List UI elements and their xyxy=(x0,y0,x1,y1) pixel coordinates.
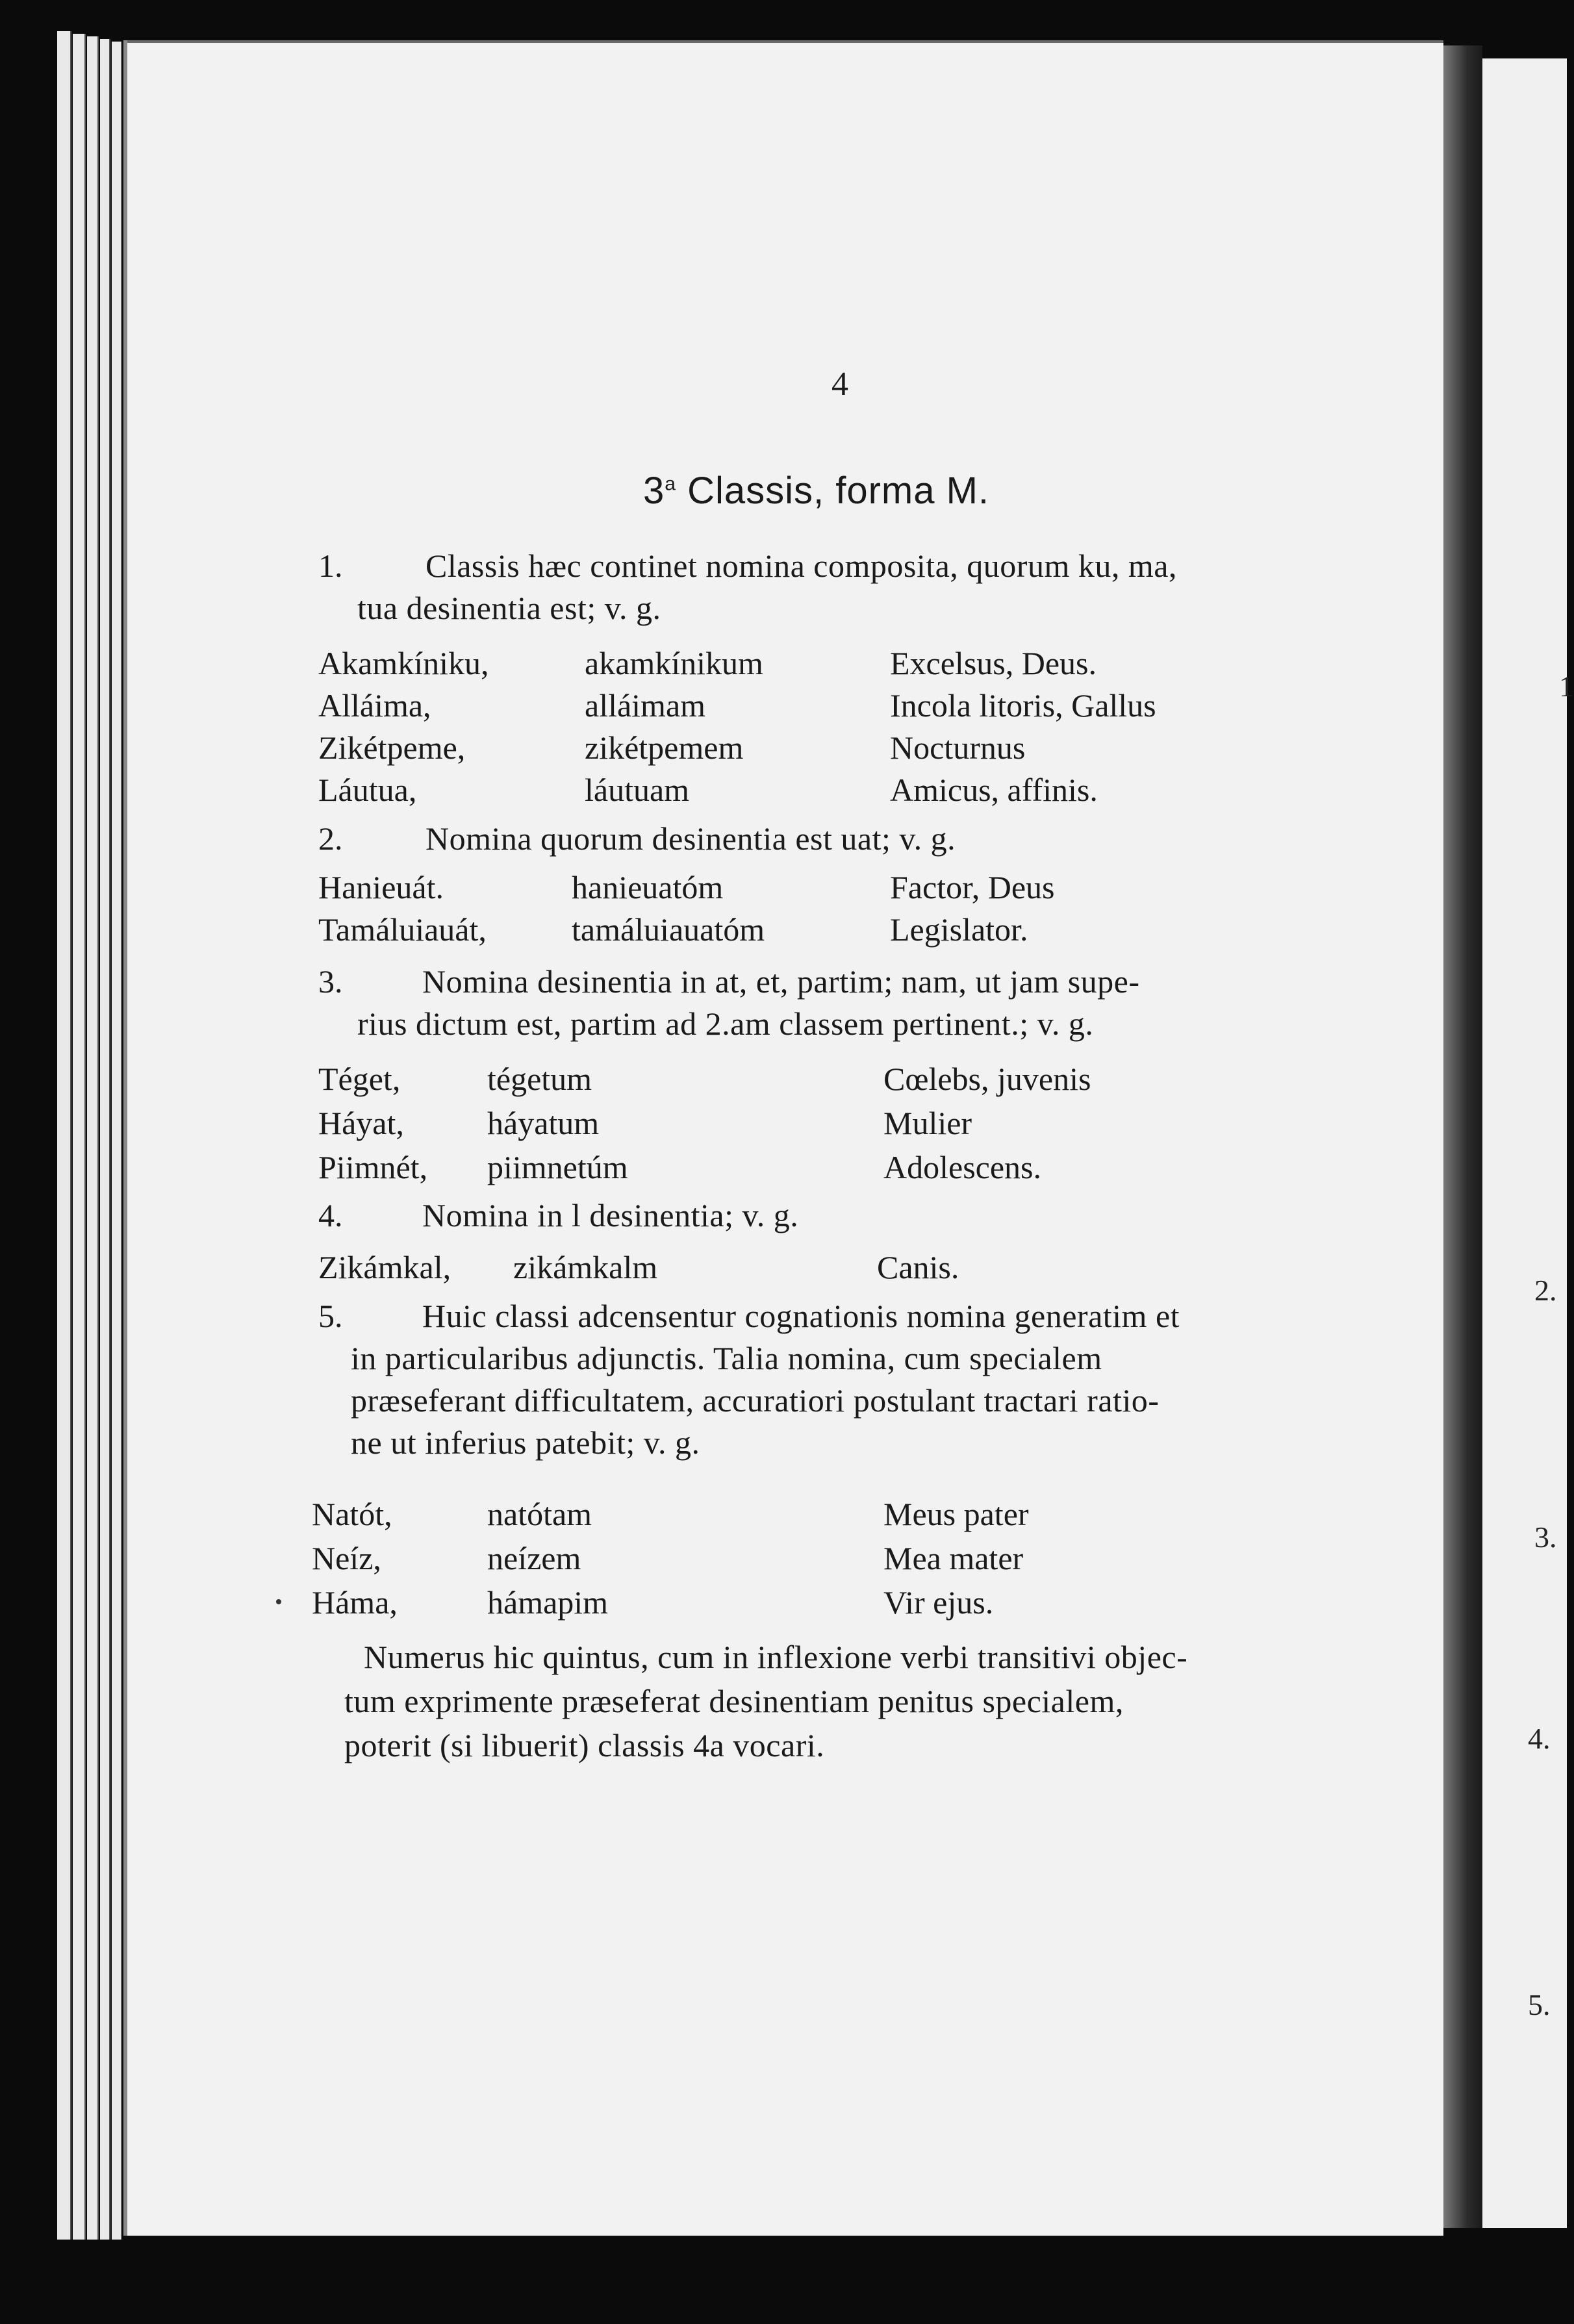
text-line: præseferant difficultatem, accuratiori postulant tractari ratio- xyxy=(351,1382,1160,1419)
text-line: Huic classi adcensentur cognationis nomina generatim et xyxy=(422,1298,1180,1334)
example-nominative: Tamáluiauát, xyxy=(318,911,487,948)
example-form: hanieuatóm xyxy=(572,869,724,905)
example-nominative: Akamkíniku, xyxy=(318,645,489,681)
item-number: 1. xyxy=(318,548,343,584)
closing-line: poterit (si libuerit) classis 4a vocari. xyxy=(344,1727,825,1763)
item-number: 3. xyxy=(318,963,343,1000)
facing-page-fragment: 3. xyxy=(1534,1521,1557,1554)
example-form: hámapim xyxy=(487,1584,609,1621)
example-form: tégetum xyxy=(487,1061,592,1097)
example-form: akamkínikum xyxy=(585,645,763,681)
example-gloss: Adolescens. xyxy=(883,1149,1041,1185)
heading-sup: a xyxy=(665,473,676,495)
example-form: neízem xyxy=(487,1540,581,1576)
text-line: in particularibus adjunctis. Talia nomina, cum specialem xyxy=(351,1340,1102,1376)
item-number: 2. xyxy=(318,820,343,857)
example-nominative: Piimnét, xyxy=(318,1149,428,1185)
example-nominative: Hanieuát. xyxy=(318,869,444,905)
page-number: 4 xyxy=(831,366,848,403)
example-gloss: Mea mater xyxy=(883,1540,1024,1576)
text-line: Nomina desinentia in at, et, partim; nam, ut jam supe- xyxy=(422,963,1140,1000)
example-nominative: Zikétpeme, xyxy=(318,729,466,766)
example-gloss: Excelsus, Deus. xyxy=(890,645,1097,681)
example-nominative: Natót, xyxy=(312,1496,392,1532)
facing-page-edge xyxy=(1482,58,1574,2228)
example-gloss: Meus pater xyxy=(883,1496,1029,1532)
heading-text: Classis, forma M. xyxy=(687,470,990,512)
page-content xyxy=(123,40,1443,2236)
example-form: zikámkalm xyxy=(513,1249,658,1285)
speck-mark xyxy=(276,1599,281,1604)
page-edge xyxy=(87,36,99,2240)
page-edge xyxy=(73,34,86,2240)
section-heading xyxy=(643,469,989,512)
text-line: rius dictum est, partim ad 2.am classem pertinent.; v. g. xyxy=(357,1005,1094,1042)
book-page xyxy=(123,40,1443,2236)
closing-line: tum exprimente præseferat desinentiam penitus specialem, xyxy=(344,1683,1124,1719)
text-line: Nomina quorum desinentia est uat; v. g. xyxy=(425,820,956,857)
example-form: háyatum xyxy=(487,1105,600,1141)
example-form: piimnetúm xyxy=(487,1149,628,1185)
facing-page-fragment: 2. xyxy=(1534,1274,1557,1307)
example-nominative: Háma, xyxy=(312,1584,398,1621)
facing-page-fragment: 5. xyxy=(1528,1988,1551,2021)
example-gloss: Nocturnus xyxy=(890,729,1026,766)
page-edge xyxy=(112,42,122,2240)
example-nominative: Háyat, xyxy=(318,1105,404,1141)
example-gloss: Cœlebs, juvenis xyxy=(883,1061,1091,1097)
example-gloss: Vir ejus. xyxy=(883,1584,994,1621)
example-gloss: Mulier xyxy=(883,1105,972,1141)
example-nominative: Láutua, xyxy=(318,772,417,808)
text-line: ne ut inferius patebit; v. g. xyxy=(351,1424,700,1461)
closing-line: Numerus hic quintus, cum in inflexione verbi transitivi objec- xyxy=(364,1639,1188,1675)
facing-page-fragment: 4. xyxy=(1528,1722,1551,1755)
page-edge xyxy=(57,31,71,2240)
book-gutter xyxy=(1443,45,1482,2228)
example-gloss: Legislator. xyxy=(890,911,1028,948)
example-form: láutuam xyxy=(585,772,690,808)
example-nominative: Téget, xyxy=(318,1061,401,1097)
example-gloss: Factor, Deus xyxy=(890,869,1055,905)
example-form: zikétpemem xyxy=(585,729,744,766)
example-nominative: Zikámkal, xyxy=(318,1249,451,1285)
example-form: alláimam xyxy=(585,687,706,724)
example-gloss: Incola litoris, Gallus xyxy=(890,687,1156,724)
example-nominative: Alláima, xyxy=(318,687,431,724)
heading-ordinal: 3 xyxy=(643,470,665,512)
text-line: Classis hæc continet nomina composita, quorum ku, ma, xyxy=(425,548,1177,584)
text-line: tua desinentia est; v. g. xyxy=(357,590,661,626)
example-form: natótam xyxy=(487,1496,592,1532)
example-gloss: Amicus, affinis. xyxy=(890,772,1098,808)
example-form: tamáluiauatóm xyxy=(572,911,765,948)
example-nominative: Neíz, xyxy=(312,1540,381,1576)
page-edge xyxy=(100,39,110,2240)
item-number: 4. xyxy=(318,1197,343,1233)
item-number: 5. xyxy=(318,1298,343,1334)
text-line: Nomina in l desinentia; v. g. xyxy=(422,1197,799,1233)
facing-page-fragment: 1 xyxy=(1559,670,1574,703)
example-gloss: Canis. xyxy=(877,1249,959,1285)
